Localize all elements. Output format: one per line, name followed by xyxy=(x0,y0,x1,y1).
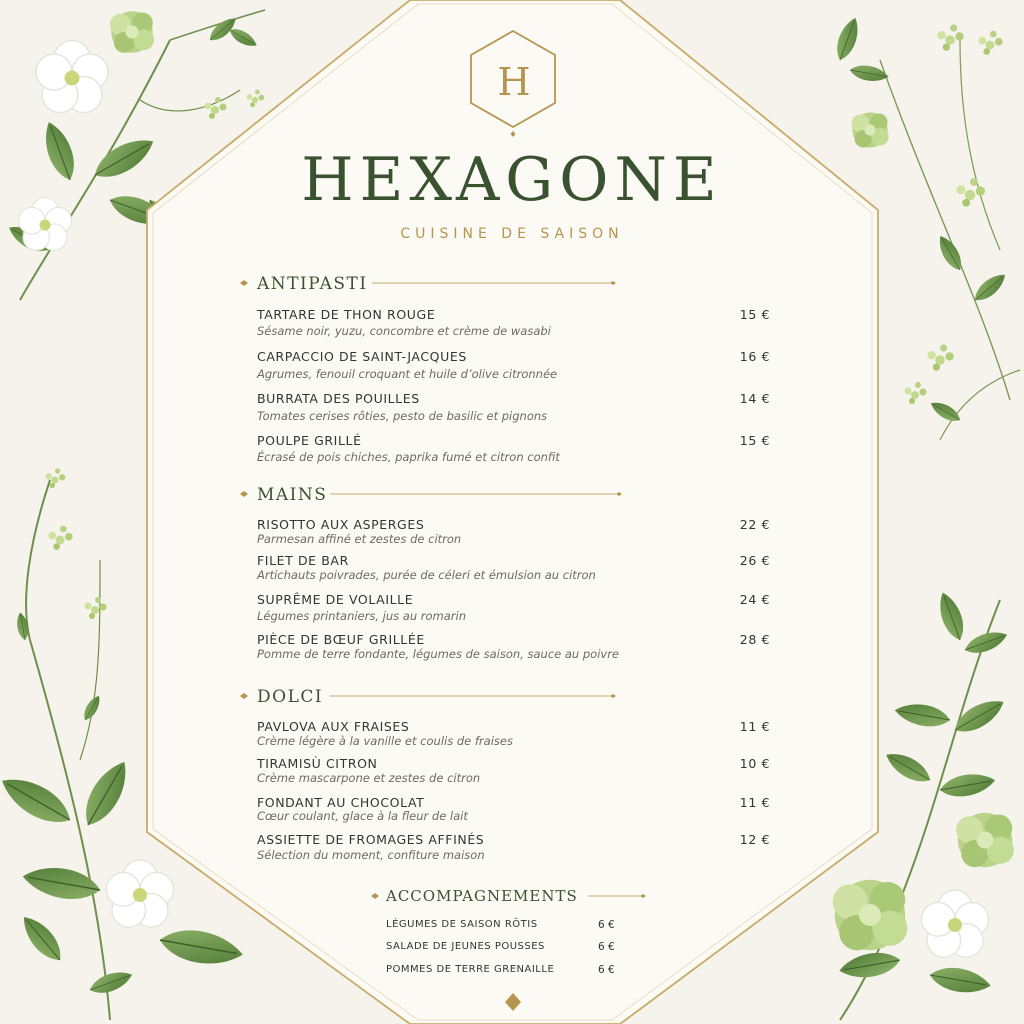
menu-item-name: TIRAMISÙ CITRON xyxy=(257,756,378,771)
menu-item-description: Légumes printaniers, jus au romarin xyxy=(257,609,466,623)
menu-item-name: ASSIETTE DE FROMAGES AFFINÉS xyxy=(257,832,485,847)
section-title-mains: MAINS xyxy=(257,485,328,505)
menu-item-name: POULPE GRILLÉ xyxy=(257,433,362,448)
menu-item-price: 22 € xyxy=(739,517,770,532)
menu-item-description: Parmesan affiné et zestes de citron xyxy=(257,532,462,546)
menu-item-description: Tomates cerises rôties, pesto de basilic et pignons xyxy=(257,409,548,423)
side-item-price: 6 € xyxy=(598,919,615,931)
section-title-antipasti: ANTIPASTI xyxy=(257,274,368,294)
menu-item-name: RISOTTO AUX ASPERGES xyxy=(257,517,425,532)
menu-item-price: 28 € xyxy=(739,632,770,647)
menu-item-description: Écrasé de pois chiches, paprika fumé et citron confit xyxy=(257,450,560,464)
menu-item-price: 15 € xyxy=(739,307,770,322)
menu-item-name: CARPACCIO DE SAINT-JACQUES xyxy=(257,349,467,364)
menu-item-price: 11 € xyxy=(739,719,770,734)
menu-item-name: FILET DE BAR xyxy=(257,553,349,568)
menu-item-name: PIÈCE DE BŒUF GRILLÉE xyxy=(257,632,425,647)
menu-item-description: Sélection du moment, confiture maison xyxy=(257,848,485,862)
menu-item-description: Agrumes, fenouil croquant et huile d’olive citronnée xyxy=(257,367,558,381)
section-title-dolci: DOLCI xyxy=(257,687,324,707)
menu-item-price: 14 € xyxy=(739,391,770,406)
menu-item-name: PAVLOVA AUX FRAISES xyxy=(257,719,410,734)
logo-letter: H xyxy=(497,60,531,104)
menu-item-description: Sésame noir, yuzu, concombre et crème de wasabi xyxy=(257,324,551,338)
menu-item-price: 16 € xyxy=(739,349,770,364)
menu-item-price: 24 € xyxy=(739,592,770,607)
menu-item-name: FONDANT AU CHOCOLAT xyxy=(257,795,425,810)
menu-item-price: 10 € xyxy=(739,756,770,771)
menu-item-description: Cœur coulant, glace à la fleur de lait xyxy=(257,809,468,823)
menu-item-description: Crème mascarpone et zestes de citron xyxy=(257,771,481,785)
menu-item-price: 15 € xyxy=(739,433,770,448)
menu-item-name: BURRATA DES POUILLES xyxy=(257,391,420,406)
side-item-name: POMMES DE TERRE GRENAILLE xyxy=(386,964,555,975)
menu-item-description: Pomme de terre fondante, légumes de saison, sauce au poivre xyxy=(257,647,619,661)
section-title-accompagnements: ACCOMPAGNEMENTS xyxy=(386,887,578,905)
side-item-price: 6 € xyxy=(598,964,615,976)
menu-item-price: 12 € xyxy=(739,832,770,847)
menu-item-description: Crème légère à la vanille et coulis de fraises xyxy=(257,734,513,748)
menu-item-price: 26 € xyxy=(739,553,770,568)
side-item-name: LÉGUMES DE SAISON RÔTIS xyxy=(386,919,538,930)
restaurant-tagline: CUISINE DE SAISON xyxy=(400,226,624,242)
restaurant-name: HEXAGONE xyxy=(301,145,723,215)
menu-item-name: SUPRÊME DE VOLAILLE xyxy=(257,592,414,607)
side-item-price: 6 € xyxy=(598,941,615,953)
menu-item-name: TARTARE DE THON ROUGE xyxy=(257,307,436,322)
menu-item-price: 11 € xyxy=(739,795,770,810)
menu-item-description: Artichauts poivrades, purée de céleri et émulsion au citron xyxy=(257,568,596,582)
side-item-name: SALADE DE JEUNES POUSSES xyxy=(386,941,545,952)
